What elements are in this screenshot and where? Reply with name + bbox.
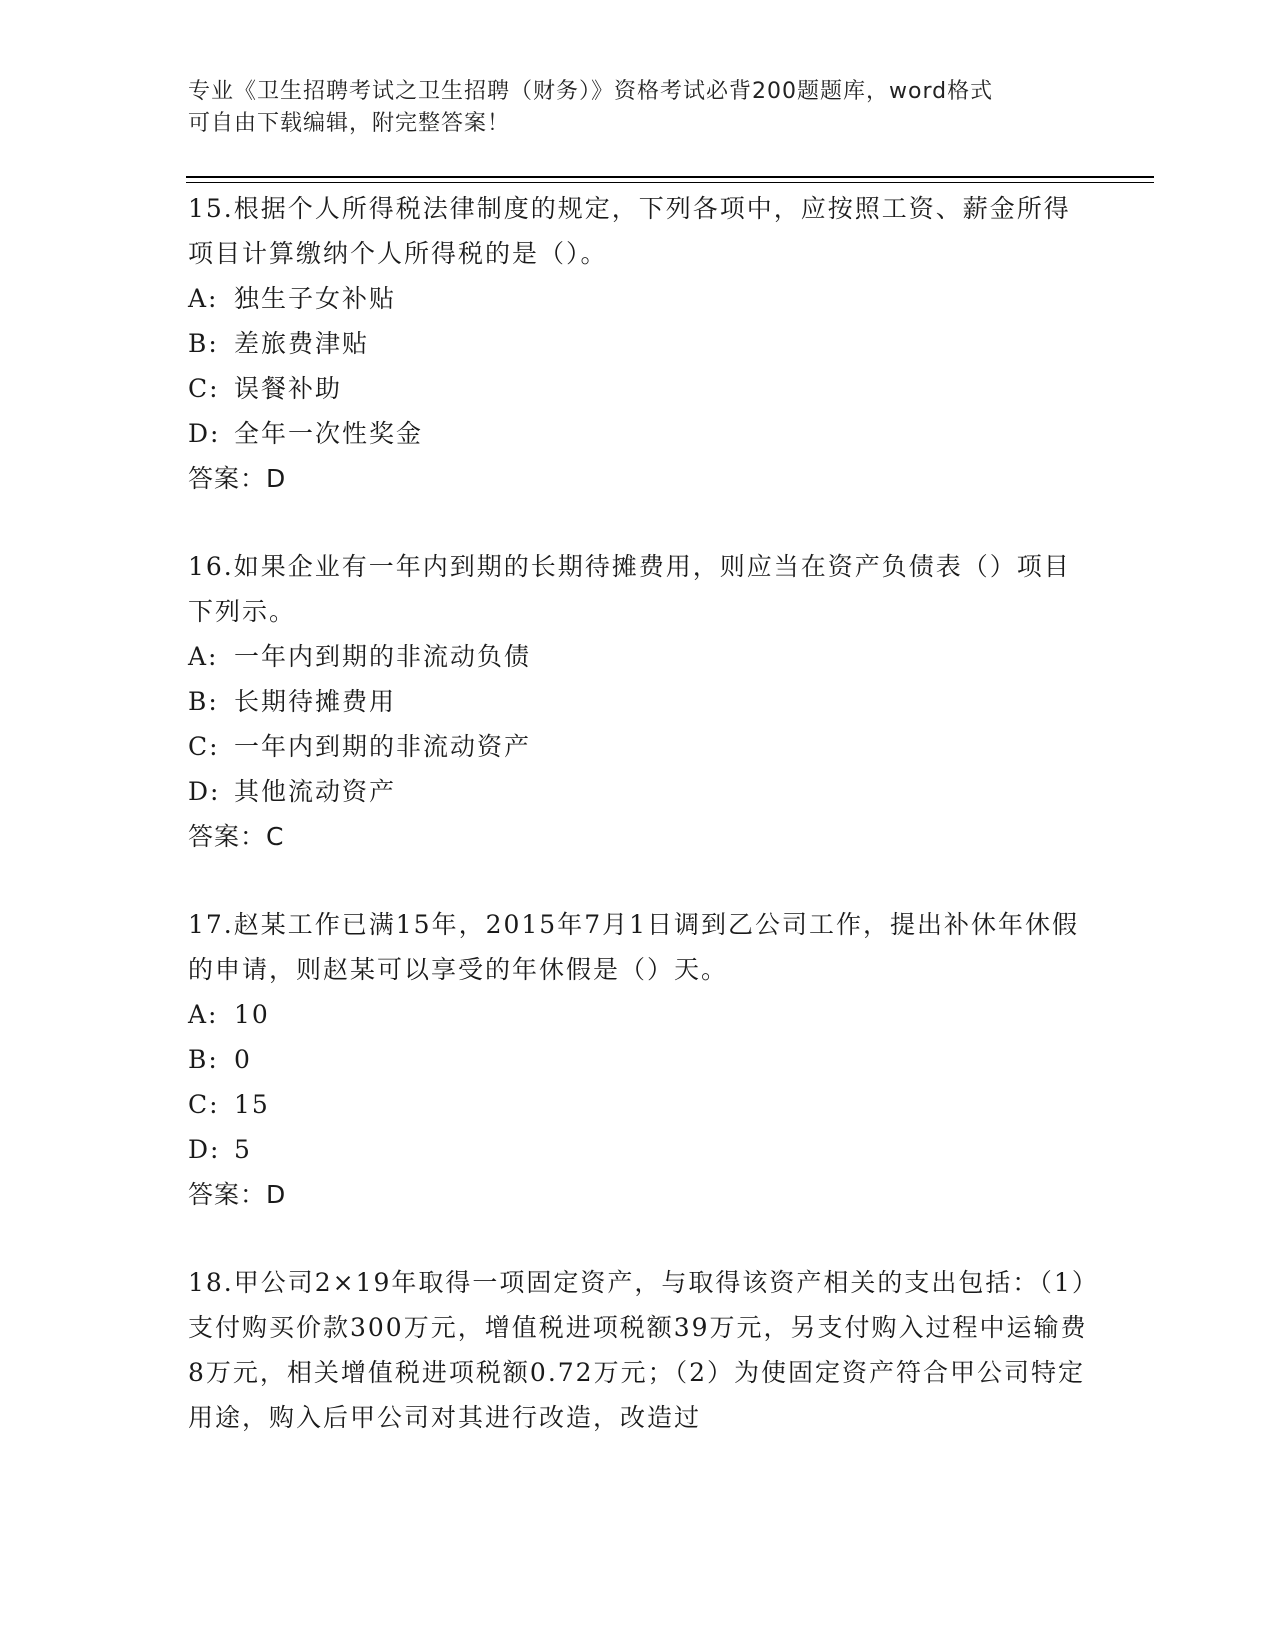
- option-text: 0: [234, 1045, 252, 1074]
- header-rule-thick: [186, 176, 1154, 178]
- option-text: 其他流动资产: [234, 777, 397, 806]
- option-text: 5: [234, 1135, 252, 1164]
- answer-line: 答案：D: [188, 464, 287, 493]
- option-d: [188, 1127, 1088, 1172]
- option-letter: A:: [188, 642, 219, 671]
- question-text: 18.甲公司2×19年取得一项固定资产，与取得该资产相关的支出包括：（1）支付购买价款300万元，增值税进项税额39万元，另支付购入过程中运输费8万元，相关增值税进项税额0.72万元；（2）为使固定资产符合甲公司特定用途，购入后甲公司对其进行改造，改造过: [188, 1268, 1088, 1432]
- option-letter: D:: [188, 777, 221, 806]
- option-text: 差旅费津贴: [234, 329, 370, 358]
- option-a: [188, 276, 1088, 321]
- answer-line: 答案：C: [188, 822, 285, 851]
- option-c: [188, 366, 1088, 411]
- option-text: 独生子女补贴: [234, 284, 397, 313]
- document-header: [188, 76, 1068, 140]
- option-a: [188, 992, 1088, 1037]
- header-rule-thin: [186, 182, 1154, 183]
- option-text: 15: [234, 1090, 270, 1119]
- option-letter: B:: [188, 329, 219, 358]
- option-b: [188, 679, 1088, 724]
- option-b: [188, 321, 1088, 366]
- question-text: 15.根据个人所得税法律制度的规定，下列各项中，应按照工资、薪金所得项目计算缴纳个人所得税的是（）。: [188, 194, 1071, 268]
- option-d: [188, 411, 1088, 456]
- option-letter: A:: [188, 284, 219, 313]
- question-text: 16.如果企业有一年内到期的长期待摊费用，则应当在资产负债表（）项目下列示。: [188, 552, 1071, 626]
- question-18: [188, 1260, 1088, 1440]
- header-line-2: 可自由下载编辑，附完整答案！: [188, 111, 511, 136]
- question-list: [188, 186, 1088, 1483]
- option-letter: D:: [188, 1135, 221, 1164]
- option-letter: C:: [188, 732, 220, 761]
- option-letter: B:: [188, 687, 219, 716]
- option-a: [188, 634, 1088, 679]
- option-letter: C:: [188, 374, 220, 403]
- option-letter: A:: [188, 1000, 219, 1029]
- option-letter: D:: [188, 419, 221, 448]
- option-letter: C:: [188, 1090, 220, 1119]
- option-text: 一年内到期的非流动负债: [234, 642, 532, 671]
- option-text: 长期待摊费用: [234, 687, 397, 716]
- option-text: 10: [234, 1000, 270, 1029]
- question-16: [188, 544, 1088, 859]
- question-text: 17.赵某工作已满15年，2015年7月1日调到乙公司工作，提出补休年休假的申请，则赵某可以享受的年休假是（）天。: [188, 910, 1080, 984]
- option-text: 一年内到期的非流动资产: [234, 732, 532, 761]
- option-b: [188, 1037, 1088, 1082]
- question-17: [188, 902, 1088, 1217]
- option-letter: B:: [188, 1045, 219, 1074]
- answer-line: 答案：D: [188, 1180, 287, 1209]
- option-c: [188, 724, 1088, 769]
- option-text: 全年一次性奖金: [234, 419, 424, 448]
- option-c: [188, 1082, 1088, 1127]
- header-line-1: 专业《卫生招聘考试之卫生招聘（财务）》资格考试必背200题题库，word格式: [188, 79, 994, 104]
- option-text: 误餐补助: [234, 374, 343, 403]
- option-d: [188, 769, 1088, 814]
- question-15: [188, 186, 1088, 501]
